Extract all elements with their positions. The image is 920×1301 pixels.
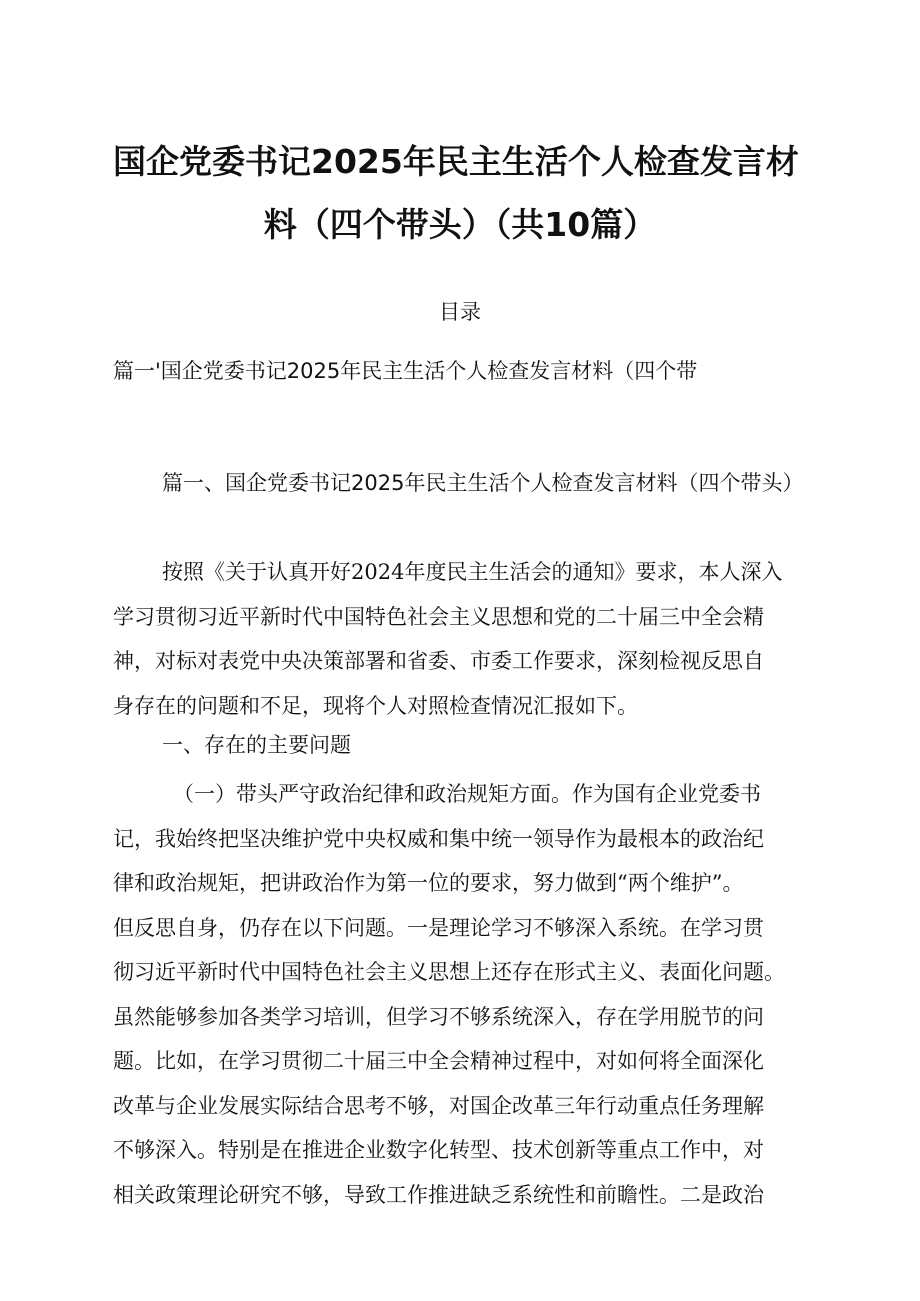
- paragraph-line: 虽然能够参加各类学习培训，但学习不够系统深入，存在学用脱节的问: [113, 1004, 764, 1029]
- toc-entry[interactable]: 篇一'国企党委书记2025年民主生活个人检查发言材料（四个带: [113, 359, 698, 383]
- paragraph-line: 改革与企业发展实际结合思考不够，对国企改革三年行动重点任务理解: [113, 1093, 764, 1118]
- paragraph-line: 相关政策理论研究不够，导致工作推进缺乏系统性和前瞻性。二是政治: [113, 1182, 764, 1207]
- paragraph-line: 彻习近平新时代中国特色社会主义思想上还存在形式主义、表面化问题。: [113, 960, 785, 984]
- paragraph-line: 记，我始终把坚决维护党中央权威和集中统一领导作为最根本的政治纪: [113, 826, 764, 851]
- toc-heading: 目录: [439, 300, 481, 324]
- paragraph-line: 学习贯彻习近平新时代中国特色社会主义思想和党的二十届三中全会精: [113, 604, 764, 629]
- paragraph-line: 题。比如，在学习贯彻二十届三中全会精神过程中，对如何将全面深化: [113, 1049, 764, 1073]
- paragraph-line: 不够深入。特别是在推进企业数字化转型、技术创新等重点工作中，对: [113, 1138, 764, 1162]
- section-title: 篇一、国企党委书记2025年民主生活个人检查发言材料（四个带头）: [162, 471, 804, 495]
- paragraph-line: 身存在的问题和不足，现将个人对照检查情况汇报如下。: [113, 693, 638, 718]
- document-title-line-2: 料（四个带头）（共10篇）: [263, 205, 657, 244]
- document-title-line-1: 国企党委书记2025年民主生活个人检查发言材: [113, 142, 799, 181]
- paragraph-line: 律和政治规矩，把讲政治作为第一位的要求，努力做到“两个维护”。: [113, 871, 744, 895]
- problem-paragraph-1: [113, 772, 838, 1217]
- paragraph-line: （一）带头严守政治纪律和政治规矩方面。作为国有企业党委书: [173, 782, 761, 806]
- paragraph-line: 但反思自身，仍存在以下问题。一是理论学习不够深入系统。在学习贯: [113, 915, 764, 940]
- intro-paragraph: [113, 550, 838, 728]
- paragraph-line: 神，对标对表党中央决策部署和省委、市委工作要求，深刻检视反思自: [113, 649, 764, 673]
- section-heading-1: 一、存在的主要问题: [162, 733, 351, 757]
- paragraph-line: 按照《关于认真开好2024年度民主生活会的通知》要求，本人深入: [162, 560, 783, 584]
